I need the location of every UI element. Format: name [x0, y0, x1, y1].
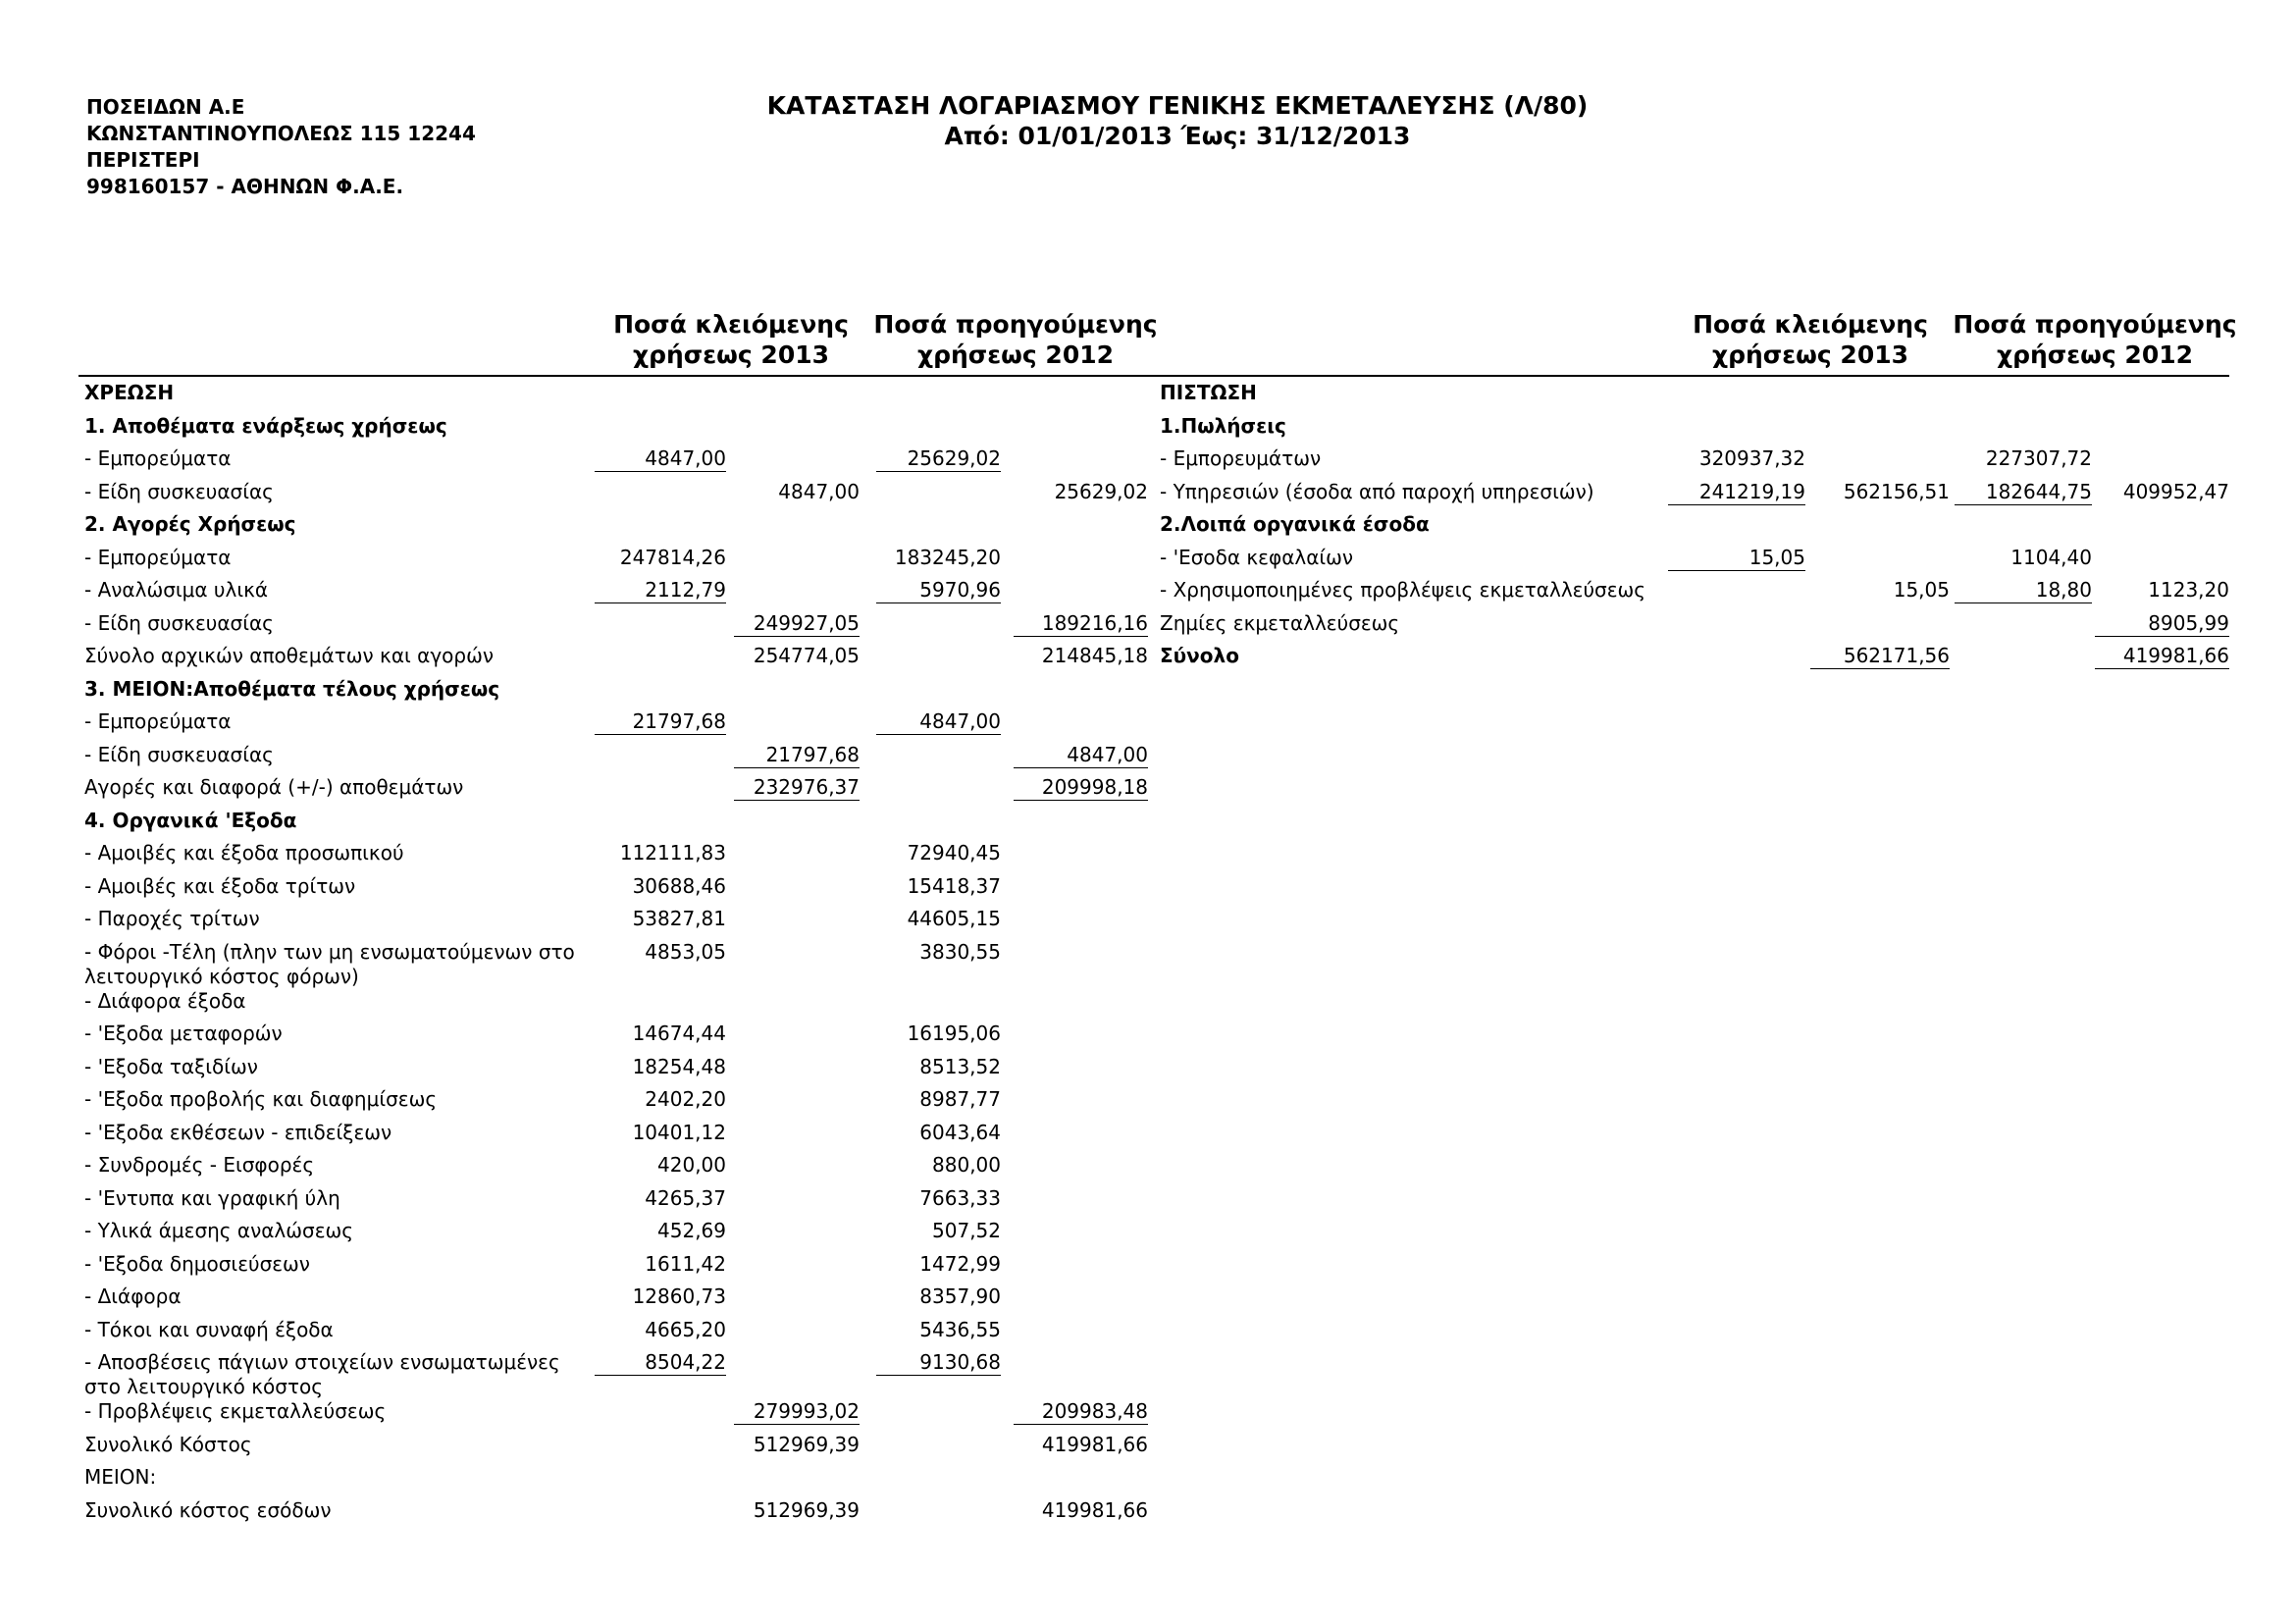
row-label: - 'Εξοδα προβολής και διαφημίσεως — [84, 1087, 438, 1111]
amount-previous-total: 419981,66 — [2095, 644, 2229, 669]
amount-current-total: 232976,37 — [734, 775, 860, 801]
amount-previous-partial: 15418,37 — [907, 873, 1001, 898]
row-label: - Είδη συσκευασίας — [84, 479, 274, 503]
amount-previous-partial: 1472,99 — [919, 1251, 1001, 1276]
amount-previous-total: 409952,47 — [2122, 479, 2229, 503]
amount-current-partial: 420,00 — [657, 1153, 726, 1177]
row-label: - Υλικά άμεσης αναλώσεως — [84, 1219, 353, 1242]
amount-previous-partial: 6043,64 — [919, 1120, 1001, 1144]
amount-current-total: 562156,51 — [1843, 479, 1950, 503]
row-label: Συνολικό Κόστος — [84, 1432, 252, 1456]
row-label: ΠΙΣΤΩΣΗ — [1160, 381, 1257, 404]
row-label: ΧΡΕΩΣΗ — [84, 381, 175, 404]
amount-current-partial: 12860,73 — [632, 1284, 726, 1308]
row-label: - 'Εξοδα ταξιδίων — [84, 1054, 258, 1078]
row-label: - Φόροι -Τέλη (πλην των μη ενσωματούμενων στο λειτουργικό κόστος φόρων) — [84, 939, 575, 988]
row-label: - Διάφορα έξοδα — [84, 988, 246, 1013]
row-label: - Προβλέψεις εκμεταλλεύσεως — [84, 1399, 387, 1423]
amount-current-total: 254774,05 — [753, 644, 860, 667]
row-label: - Διάφορα — [84, 1284, 182, 1308]
amount-current-total: 249927,05 — [734, 611, 860, 637]
amount-previous-total: 209983,48 — [1014, 1399, 1148, 1425]
amount-current-partial: 247814,26 — [619, 545, 726, 569]
amount-previous-partial: 183245,20 — [894, 545, 1001, 569]
row-label: ΜΕΙΟΝ: — [84, 1465, 157, 1489]
row-label: - 'Εξοδα δημοσιεύσεων — [84, 1251, 310, 1276]
row-label: - Εμπορεύματα — [84, 545, 232, 569]
amount-previous-partial: 25629,02 — [876, 446, 1001, 472]
amount-current-total: 562171,56 — [1810, 644, 1950, 669]
amount-previous-partial: 7663,33 — [919, 1185, 1001, 1210]
amount-previous-partial: 4847,00 — [876, 709, 1001, 735]
row-label: - Χρησιμοποιημένες προβλέψεις εκμεταλλεύσεως — [1160, 578, 1646, 602]
row-label: - Εμπορεύματα — [84, 709, 232, 733]
amount-previous-partial: 18,80 — [1955, 578, 2092, 603]
amount-previous-partial: 5970,96 — [876, 578, 1001, 603]
amount-current-partial: 452,69 — [657, 1219, 726, 1242]
amount-current-partial: 4665,20 — [645, 1317, 726, 1341]
row-label: 4. Οργανικά 'Εξοδα — [84, 808, 297, 832]
company-city: ΠΕΡΙΣΤΕΡΙ — [86, 148, 200, 172]
amount-previous-partial: 3830,55 — [919, 939, 1001, 964]
report-period: Από: 01/01/2013 Έως: 31/12/2013 — [944, 122, 1411, 150]
row-label: - Υπηρεσιών (έσοδα από παροχή υπηρεσιών) — [1160, 479, 1594, 503]
amount-current-total: 4847,00 — [778, 479, 860, 503]
amount-current-partial: 14674,44 — [632, 1022, 726, 1045]
amount-previous-total: 209998,18 — [1014, 775, 1148, 801]
row-label: - Παροχές τρίτων — [84, 907, 260, 930]
credit-current-year-header: Ποσά κλειόμενης χρήσεως 2013 — [1693, 310, 1928, 369]
debit-previous-year-header: Ποσά προηγούμενης χρήσεως 2012 — [873, 310, 1158, 369]
row-label: Ζημίες εκμεταλλεύσεως — [1160, 610, 1400, 635]
row-label: 1.Πωλήσεις — [1160, 413, 1286, 438]
header-divider — [78, 375, 2229, 377]
company-info — [86, 94, 476, 200]
row-label: 3. ΜΕΙΟΝ:Αποθέματα τέλους χρήσεως — [84, 676, 500, 701]
amount-current-partial: 10401,12 — [632, 1120, 726, 1144]
amount-previous-partial: 16195,06 — [907, 1022, 1001, 1045]
amount-previous-partial: 880,00 — [932, 1153, 1001, 1177]
amount-previous-partial: 8987,77 — [919, 1087, 1001, 1111]
amount-current-partial: 4847,00 — [595, 446, 726, 472]
row-label: - Συνδρομές - Εισφορές — [84, 1153, 315, 1177]
row-label: - Αποσβέσεις πάγιων στοιχείων ενσωματωμένες στο λειτουργικό κόστος — [84, 1350, 560, 1398]
amount-previous-partial: 8357,90 — [919, 1284, 1001, 1308]
amount-current-partial: 4265,37 — [645, 1185, 726, 1210]
row-label: Σύνολο — [1160, 644, 1239, 667]
report-header — [589, 90, 1766, 151]
amount-previous-partial: 8513,52 — [919, 1054, 1001, 1078]
amount-previous-total: 214845,18 — [1041, 644, 1148, 667]
row-label: 2. Αγορές Χρήσεως — [84, 512, 296, 536]
amount-current-total: 15,05 — [1893, 578, 1950, 602]
amount-current-partial: 21797,68 — [595, 709, 726, 735]
amount-current-total: 512969,39 — [753, 1497, 860, 1522]
amount-previous-total: 4847,00 — [1014, 743, 1148, 768]
amount-current-total: 21797,68 — [734, 743, 860, 768]
row-label: - 'Εσοδα κεφαλαίων — [1160, 545, 1354, 569]
row-label: - 'Εξοδα εκθέσεων - επιδείξεων — [84, 1120, 392, 1144]
report-title: ΚΑΤΑΣΤΑΣΗ ΛΟΓΑΡΙΑΣΜΟΥ ΓΕΝΙΚΗΣ ΕΚΜΕΤΑΛΕΥΣΗΣ (Λ/80) — [766, 91, 1589, 120]
amount-previous-partial: 9130,68 — [876, 1350, 1001, 1376]
row-label: - Αμοιβές και έξοδα προσωπικού — [84, 841, 404, 864]
amount-current-partial: 15,05 — [1668, 546, 1805, 571]
amount-previous-total: 25629,02 — [1054, 479, 1148, 503]
amount-current-partial: 4853,05 — [645, 939, 726, 964]
row-label: - Εμπορευμάτων — [1160, 446, 1322, 470]
amount-current-partial: 2112,79 — [595, 578, 726, 603]
amount-previous-partial: 507,52 — [932, 1219, 1001, 1242]
amount-current-partial: 8504,22 — [595, 1350, 726, 1376]
amount-previous-partial: 227307,72 — [1985, 446, 2092, 470]
amount-previous-total: 189216,16 — [1014, 611, 1148, 637]
company-address: ΚΩΝΣΤΑΝΤΙΝΟΥΠΟΛΕΩΣ 115 12244 — [86, 122, 476, 145]
company-name: ΠΟΣΕΙΔΩΝ Α.Ε — [86, 95, 245, 119]
row-label: 2.Λοιπά οργανικά έσοδα — [1160, 512, 1430, 536]
row-label: - Είδη συσκευασίας — [84, 610, 274, 635]
row-label: Αγορές και διαφορά (+/-) αποθεμάτων — [84, 775, 464, 799]
amount-current-total: 512969,39 — [753, 1432, 860, 1456]
amount-current-partial: 2402,20 — [645, 1087, 726, 1111]
row-label: - Εμπορεύματα — [84, 446, 232, 470]
amount-current-total: 279993,02 — [734, 1399, 860, 1425]
amount-previous-total: 1123,20 — [2148, 578, 2229, 602]
amount-current-partial: 112111,83 — [619, 841, 726, 864]
debit-current-year-header: Ποσά κλειόμενης χρήσεως 2013 — [613, 310, 849, 369]
row-label: - Τόκοι και συναφή έξοδα — [84, 1317, 334, 1341]
row-label: 1. Αποθέματα ενάρξεως χρήσεως — [84, 413, 447, 438]
amount-current-partial: 30688,46 — [632, 873, 726, 898]
amount-current-partial: 1611,42 — [645, 1251, 726, 1276]
amount-current-partial: 18254,48 — [632, 1054, 726, 1078]
amount-current-partial: 241219,19 — [1668, 480, 1805, 505]
amount-previous-partial: 72940,45 — [907, 841, 1001, 864]
row-label: Σύνολο αρχικών αποθεμάτων και αγορών — [84, 644, 495, 667]
amount-previous-total: 419981,66 — [1041, 1432, 1148, 1456]
row-label: - 'Εξοδα μεταφορών — [84, 1022, 283, 1045]
row-label: Συνολικό κόστος εσόδων — [84, 1497, 332, 1522]
row-label: - Αναλώσιμα υλικά — [84, 578, 269, 602]
amount-previous-partial: 1104,40 — [2010, 545, 2092, 569]
row-label: - Είδη συσκευασίας — [84, 742, 274, 766]
amount-previous-partial: 182644,75 — [1955, 480, 2092, 505]
row-label: - Αμοιβές και έξοδα τρίτων — [84, 873, 356, 898]
amount-previous-partial: 5436,55 — [919, 1317, 1001, 1341]
row-label: - 'Εντυπα και γραφική ύλη — [84, 1185, 340, 1210]
credit-previous-year-header: Ποσά προηγούμενης χρήσεως 2012 — [1953, 310, 2237, 369]
amount-current-partial: 53827,81 — [632, 907, 726, 930]
amount-previous-partial: 44605,15 — [907, 907, 1001, 930]
amount-previous-total: 8905,99 — [2095, 611, 2229, 637]
amount-previous-total: 419981,66 — [1041, 1497, 1148, 1522]
amount-current-partial: 320937,32 — [1698, 446, 1805, 470]
company-tax-id: 998160157 - ΑΘΗΝΩΝ Φ.Α.Ε. — [86, 175, 404, 198]
